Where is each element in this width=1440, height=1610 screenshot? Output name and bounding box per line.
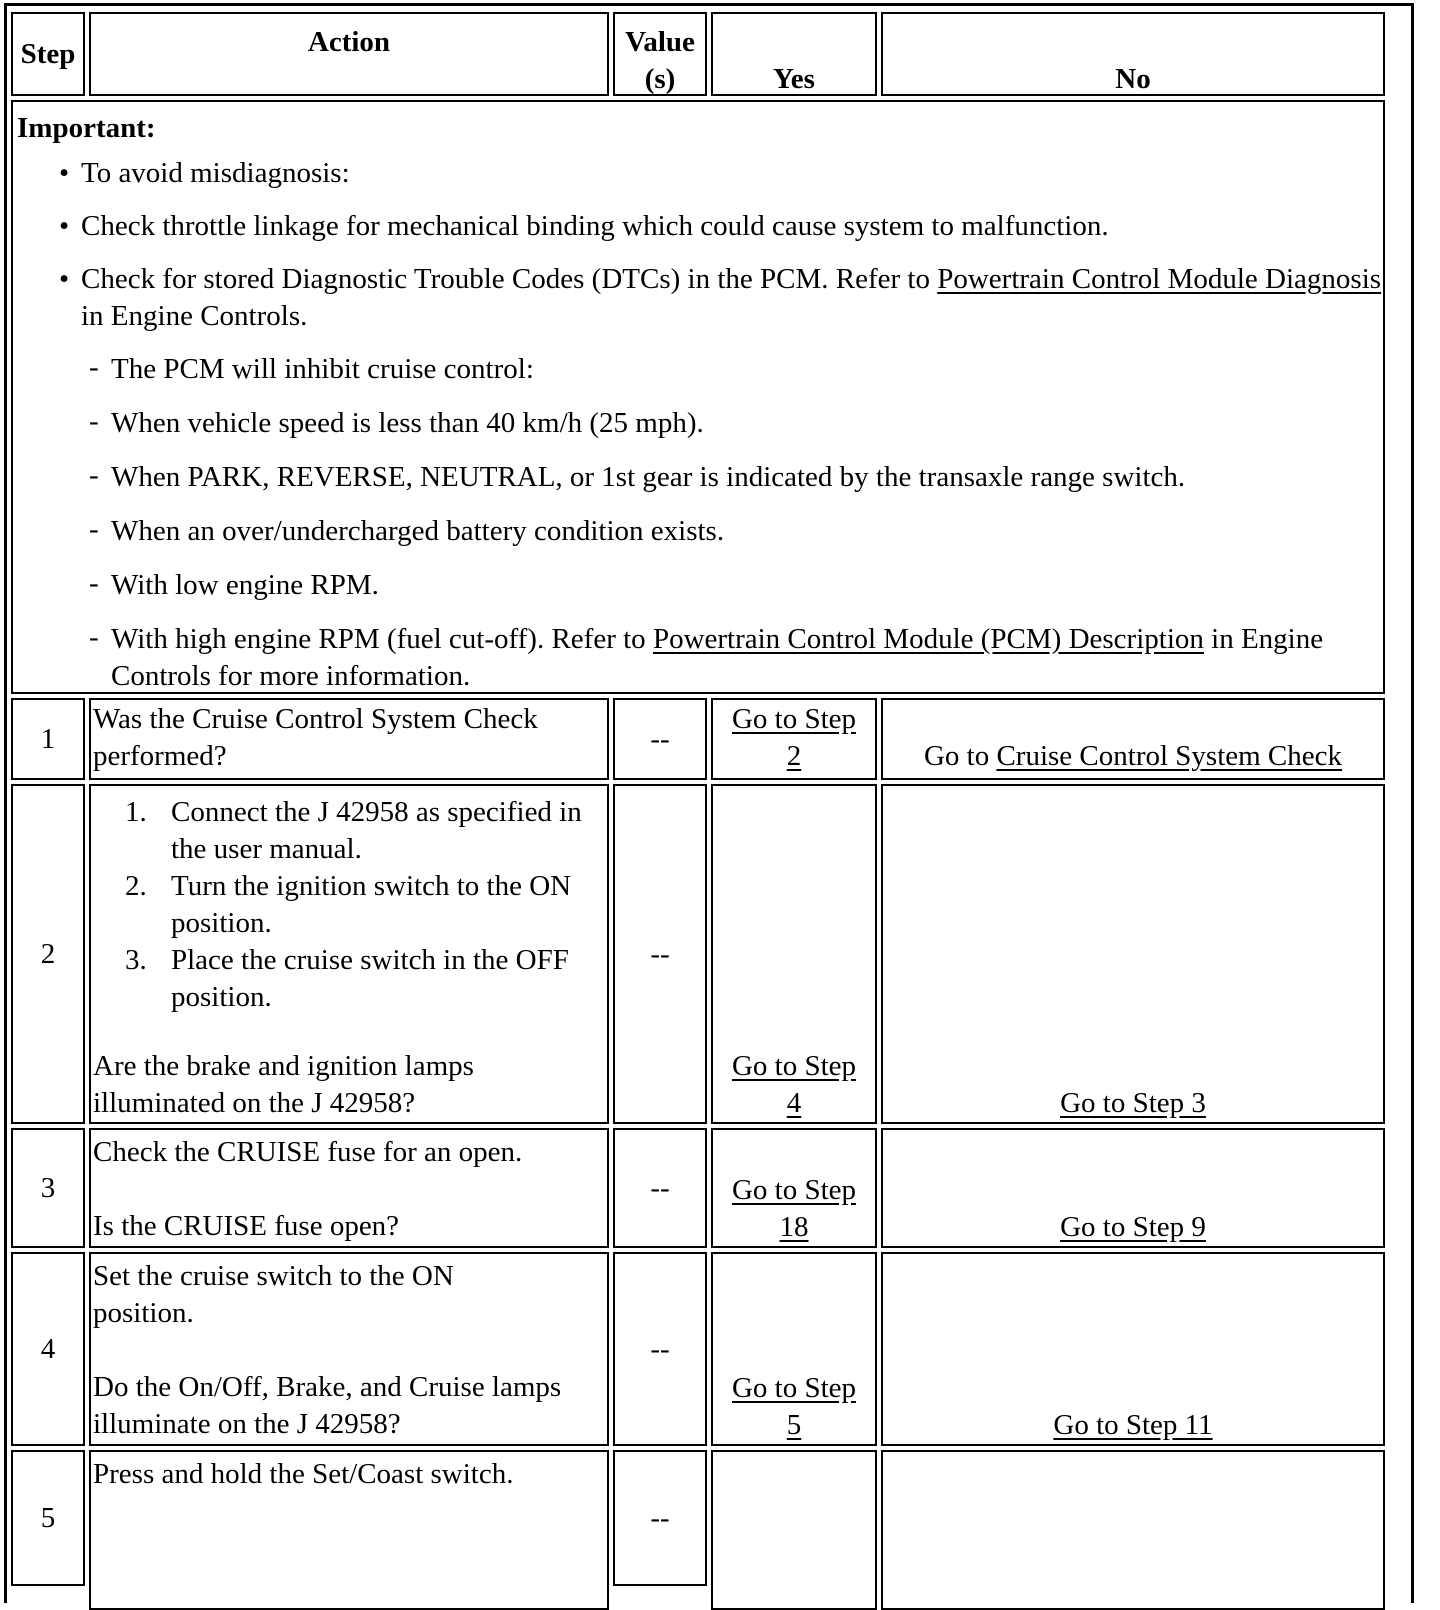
row2-action bbox=[89, 784, 609, 1124]
sub-text: With high engine RPM (fuel cut-off). Refer to bbox=[111, 623, 653, 655]
action-text: Was the Cruise Control System Check performed? bbox=[93, 703, 538, 772]
diagnostic-table bbox=[4, 3, 1414, 1603]
important-subitems bbox=[17, 351, 1383, 695]
action-question: Is the CRUISE fuse open? bbox=[93, 1210, 400, 1242]
header-value bbox=[613, 12, 707, 96]
row4-step bbox=[11, 1252, 85, 1446]
important-title: Important: bbox=[17, 112, 156, 144]
important-bullets bbox=[17, 155, 1383, 335]
sub-item bbox=[17, 621, 1383, 695]
header-value-line1: Value bbox=[625, 26, 695, 58]
pcm-diagnosis-link[interactable]: Powertrain Control Module Diagnosis bbox=[937, 263, 1382, 295]
action-text: Check the CRUISE fuse for an open. bbox=[93, 1136, 523, 1168]
value-text: -- bbox=[650, 937, 670, 970]
value-text: -- bbox=[650, 1171, 670, 1204]
value-text: -- bbox=[650, 1501, 670, 1534]
no-link[interactable]: Go to Step 3 bbox=[1060, 1087, 1206, 1119]
value-text: -- bbox=[650, 1332, 670, 1365]
row4-yes bbox=[711, 1252, 877, 1446]
row2-yes bbox=[711, 784, 877, 1124]
sub-text: in Engine Controls for more information. bbox=[111, 623, 1324, 692]
row1-no bbox=[881, 698, 1385, 780]
sub-item: - With low engine RPM. bbox=[17, 567, 1383, 604]
row5-step bbox=[11, 1450, 85, 1586]
yes-link[interactable]: Go to Step 5 bbox=[731, 1372, 857, 1441]
sub-item: - When vehicle speed is less than 40 km/h (25 mph). bbox=[17, 405, 1383, 442]
row5-action bbox=[89, 1450, 609, 1610]
bullet-item: • To avoid misdiagnosis: bbox=[17, 155, 1383, 192]
header-action-label: Action bbox=[307, 26, 391, 58]
step-number: 3 bbox=[40, 1171, 56, 1204]
row3-action bbox=[89, 1128, 609, 1248]
yes-link[interactable]: Go to Step 18 bbox=[731, 1174, 857, 1243]
row3-no bbox=[881, 1128, 1385, 1248]
pcm-description-link[interactable]: Powertrain Control Module (PCM) Description bbox=[652, 623, 1204, 655]
row4-action bbox=[89, 1252, 609, 1446]
header-yes bbox=[711, 12, 877, 96]
action-text: Set the cruise switch to the ON position. bbox=[93, 1260, 454, 1329]
bullet-item bbox=[17, 261, 1383, 335]
no-link[interactable]: Go to Step 11 bbox=[1053, 1409, 1213, 1441]
header-no bbox=[881, 12, 1385, 96]
action-text: Press and hold the Set/Coast switch. bbox=[93, 1458, 514, 1490]
bullet-text: in Engine Controls. bbox=[81, 300, 308, 332]
row3-value bbox=[613, 1128, 707, 1248]
list-item: 3. Place the cruise switch in the OFF position. bbox=[125, 944, 569, 1013]
no-link[interactable]: Go to Step 9 bbox=[1060, 1211, 1206, 1243]
action-list bbox=[93, 794, 607, 1016]
header-action bbox=[89, 12, 609, 96]
bullet-text: Check for stored Diagnostic Trouble Codes (DTCs) in the PCM. Refer to bbox=[81, 263, 938, 295]
step-number: 2 bbox=[40, 937, 56, 970]
row1-step bbox=[11, 698, 85, 780]
no-text: Go to bbox=[923, 740, 997, 772]
row2-value bbox=[613, 784, 707, 1124]
header-no-label: No bbox=[1115, 63, 1151, 95]
important-block bbox=[11, 100, 1385, 694]
row3-step bbox=[11, 1128, 85, 1248]
row2-step bbox=[11, 784, 85, 1124]
header-yes-label: Yes bbox=[773, 63, 815, 95]
step-number: 4 bbox=[40, 1332, 56, 1365]
row1-action bbox=[89, 698, 609, 780]
step-number: 1 bbox=[40, 722, 56, 755]
header-value-line2: (s) bbox=[644, 63, 676, 95]
value-text: -- bbox=[650, 722, 670, 755]
row3-yes bbox=[711, 1128, 877, 1248]
header-step bbox=[11, 12, 85, 96]
row1-value bbox=[613, 698, 707, 780]
list-item: 1. Connect the J 42958 as specified in the user manual. bbox=[125, 796, 582, 865]
yes-link[interactable]: Go to Step 2 bbox=[731, 703, 857, 772]
row2-no bbox=[881, 784, 1385, 1124]
row4-value bbox=[613, 1252, 707, 1446]
sub-item: - The PCM will inhibit cruise control: bbox=[17, 351, 1383, 388]
sub-item: - When PARK, REVERSE, NEUTRAL, or 1st gear is indicated by the transaxle range switch. bbox=[17, 459, 1383, 496]
bullet-item: • Check throttle linkage for mechanical binding which could cause system to malfunction. bbox=[17, 208, 1383, 245]
row5-yes bbox=[711, 1450, 877, 1610]
row4-no bbox=[881, 1252, 1385, 1446]
action-question: Are the brake and ignition lamps illuminated on the J 42958? bbox=[93, 1050, 474, 1119]
header-step-label: Step bbox=[20, 37, 76, 70]
cruise-check-link[interactable]: Cruise Control System Check bbox=[996, 740, 1343, 772]
row1-yes bbox=[711, 698, 877, 780]
row5-value bbox=[613, 1450, 707, 1586]
action-question: Do the On/Off, Brake, and Cruise lamps illuminate on the J 42958? bbox=[93, 1371, 562, 1440]
list-item: 2. Turn the ignition switch to the ON position. bbox=[125, 870, 572, 939]
row5-no bbox=[881, 1450, 1385, 1610]
yes-link[interactable]: Go to Step 4 bbox=[731, 1050, 857, 1119]
step-number: 5 bbox=[40, 1501, 56, 1534]
sub-item: - When an over/undercharged battery condition exists. bbox=[17, 513, 1383, 550]
